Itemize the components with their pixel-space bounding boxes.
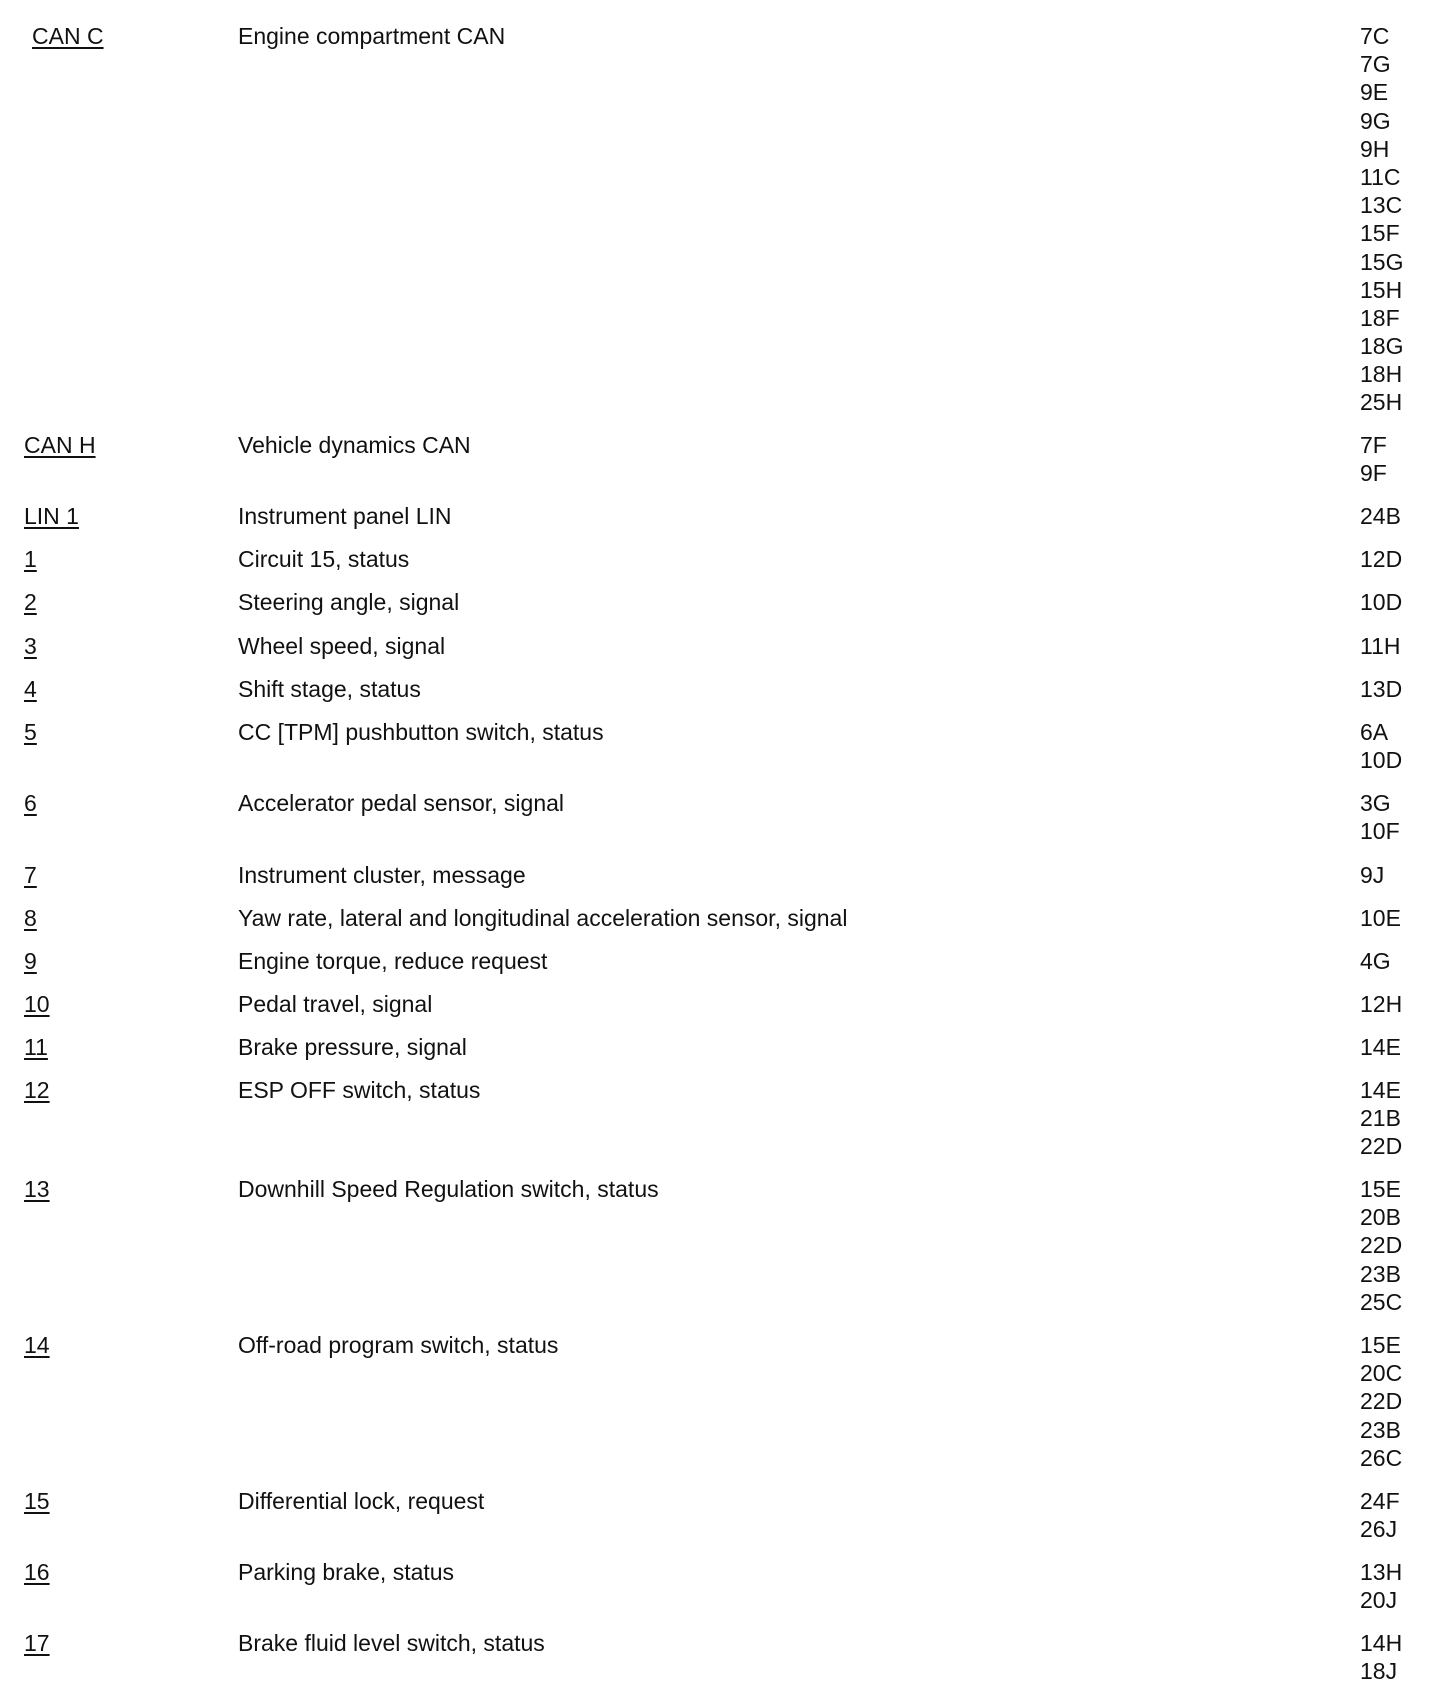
reference-code: 11C xyxy=(1360,163,1401,190)
reference-code: 22D xyxy=(1360,1133,1403,1160)
row-id-link[interactable]: CAN C xyxy=(32,23,104,49)
row-id-link[interactable]: 16 xyxy=(24,1559,50,1585)
reference-code: 22D xyxy=(1360,1232,1403,1259)
reference-code: 26C xyxy=(1360,1444,1403,1471)
row-references xyxy=(1360,1175,1402,1316)
row-references xyxy=(1360,1033,1401,1061)
row-description: Engine torque, reduce request xyxy=(238,948,548,974)
row-id-link[interactable]: 9 xyxy=(24,948,37,974)
row-id-link[interactable]: 4 xyxy=(24,676,37,702)
reference-code: 9F xyxy=(1360,460,1387,487)
row-description: Accelerator pedal sensor, signal xyxy=(238,790,565,816)
row-references xyxy=(1360,632,1401,660)
reference-code: 3G xyxy=(1360,790,1391,816)
row-id-link[interactable]: 11 xyxy=(24,1034,48,1060)
reference-code: 13H xyxy=(1360,1559,1403,1585)
row-references xyxy=(1360,1076,1402,1161)
row-id-link[interactable]: 14 xyxy=(24,1332,50,1358)
row-description: Brake fluid level switch, status xyxy=(238,1630,545,1656)
row-description: Yaw rate, lateral and longitudinal acceleration sensor, signal xyxy=(238,905,848,931)
row-references xyxy=(1360,1558,1402,1614)
reference-code: 15G xyxy=(1360,248,1404,275)
row-id-link[interactable]: 13 xyxy=(24,1176,50,1202)
row-description: Steering angle, signal xyxy=(238,589,460,615)
row-id-link[interactable]: 17 xyxy=(24,1630,50,1656)
row-references xyxy=(1360,718,1402,774)
row-id-link[interactable]: 10 xyxy=(24,991,50,1017)
row-description: Wheel speed, signal xyxy=(238,633,446,659)
reference-code: 25H xyxy=(1360,389,1403,416)
row-references xyxy=(1360,588,1402,616)
row-id-link[interactable]: CAN H xyxy=(24,432,96,458)
row-references xyxy=(1360,947,1391,975)
row-references xyxy=(1360,990,1402,1018)
reference-code: 18H xyxy=(1360,361,1403,388)
reference-code: 7G xyxy=(1360,51,1391,78)
reference-code: 24F xyxy=(1360,1488,1400,1514)
row-references xyxy=(1360,1487,1400,1543)
row-references xyxy=(1360,904,1401,932)
row-description: Shift stage, status xyxy=(238,676,421,702)
reference-code: 10D xyxy=(1360,589,1403,615)
reference-code: 7C xyxy=(1360,23,1390,49)
reference-code: 18F xyxy=(1360,304,1400,331)
reference-code: 12H xyxy=(1360,991,1403,1017)
row-references xyxy=(1360,861,1384,889)
row-description: Vehicle dynamics CAN xyxy=(238,432,471,458)
row-id-link[interactable]: 6 xyxy=(24,790,37,816)
row-id-link[interactable]: 2 xyxy=(24,589,37,615)
row-description: Differential lock, request xyxy=(238,1488,485,1514)
reference-code: 21B xyxy=(1360,1105,1401,1132)
row-description: Instrument panel LIN xyxy=(238,503,452,529)
reference-code: 9G xyxy=(1360,107,1391,134)
reference-code: 15H xyxy=(1360,276,1403,303)
reference-code: 10F xyxy=(1360,818,1400,845)
reference-code: 11H xyxy=(1360,633,1401,659)
reference-code: 15F xyxy=(1360,220,1400,247)
reference-code: 20B xyxy=(1360,1204,1401,1231)
row-id-link[interactable]: 5 xyxy=(24,719,37,745)
row-description: Brake pressure, signal xyxy=(238,1034,467,1060)
reference-code: 23B xyxy=(1360,1416,1401,1443)
reference-code: 13D xyxy=(1360,676,1403,702)
reference-code: 10D xyxy=(1360,747,1403,774)
row-references xyxy=(1360,789,1400,845)
row-description: ESP OFF switch, status xyxy=(238,1077,481,1103)
reference-code: 20C xyxy=(1360,1360,1403,1387)
row-description: Circuit 15, status xyxy=(238,546,410,572)
row-id-link[interactable]: 1 xyxy=(24,546,37,572)
row-references xyxy=(1360,545,1402,573)
row-description: Off-road program switch, status xyxy=(238,1332,559,1358)
row-id-link[interactable]: 12 xyxy=(24,1077,50,1103)
reference-code: 15E xyxy=(1360,1176,1401,1202)
reference-code: 14E xyxy=(1360,1077,1401,1103)
reference-code: 13C xyxy=(1360,192,1403,219)
reference-code: 20J xyxy=(1360,1587,1398,1614)
reference-code: 18G xyxy=(1360,333,1404,360)
reference-code: 24B xyxy=(1360,503,1401,529)
reference-code: 9J xyxy=(1360,862,1385,888)
reference-code: 9H xyxy=(1360,135,1390,162)
reference-code: 25C xyxy=(1360,1288,1403,1315)
row-description: Pedal travel, signal xyxy=(238,991,433,1017)
row-id-link[interactable]: 7 xyxy=(24,862,37,888)
reference-code: 9E xyxy=(1360,79,1389,106)
reference-code: 14H xyxy=(1360,1630,1403,1656)
row-id-link[interactable]: 15 xyxy=(24,1488,50,1514)
row-references xyxy=(1360,1331,1402,1472)
row-references xyxy=(1360,431,1387,487)
row-description: CC [TPM] pushbutton switch, status xyxy=(238,719,604,745)
reference-code: 7F xyxy=(1360,432,1387,458)
reference-code: 18J xyxy=(1360,1658,1398,1685)
reference-code: 15E xyxy=(1360,1332,1401,1358)
row-references xyxy=(1360,1629,1402,1685)
row-description: Engine compartment CAN xyxy=(238,23,506,49)
row-references xyxy=(1360,22,1403,417)
row-description: Instrument cluster, message xyxy=(238,862,526,888)
reference-code: 4G xyxy=(1360,948,1391,974)
reference-code: 26J xyxy=(1360,1516,1398,1543)
row-id-link[interactable]: 8 xyxy=(24,905,37,931)
row-description: Parking brake, status xyxy=(238,1559,455,1585)
row-description: Downhill Speed Regulation switch, status xyxy=(238,1176,659,1202)
reference-code: 10E xyxy=(1360,905,1401,931)
row-references xyxy=(1360,502,1401,530)
reference-code: 14E xyxy=(1360,1034,1401,1060)
reference-code: 12D xyxy=(1360,546,1403,572)
reference-code: 23B xyxy=(1360,1260,1401,1287)
row-id-link[interactable]: LIN 1 xyxy=(24,503,79,529)
reference-code: 22D xyxy=(1360,1388,1403,1415)
reference-code: 6A xyxy=(1360,719,1389,745)
row-references xyxy=(1360,675,1402,703)
row-id-link[interactable]: 3 xyxy=(24,633,37,659)
